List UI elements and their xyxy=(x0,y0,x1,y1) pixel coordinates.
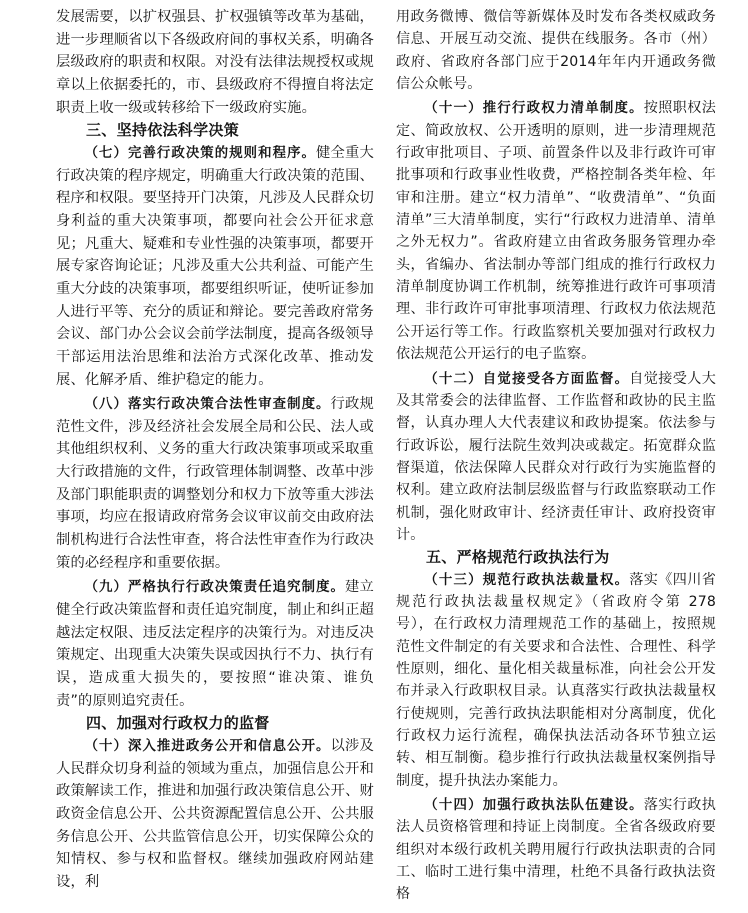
paragraph-7-title: （七）完善行政决策的规则和程序。 xyxy=(84,144,316,161)
paragraph-14-body: 落实行政执法人员资格管理和持证上岗制度。全省各级政府要组织对本级行政机关聘用履行行政执法职责的合同工、临时工进行集中清理，杜绝不具备行政执法资格 xyxy=(396,797,717,903)
section-heading-4: 四、加强对行政权力的监督 xyxy=(86,714,270,733)
paragraph-11-body: 按照职权法定、简政放权、公开透明的原则，进一步清理规范行政审批项目、子项、前置条件以及非行政许可审批事项和行政事业性收费，严格控制各类年检、年审和注册。建立“权力清单”、“收费清单”、“负面清单”三大清单制度，实行“行政权力进清单、清单之外无权力”。省政府建立由省政务服务管理办牵头，省编办、省法制办等部门组成的推行行政权力清单制度协调工作机制，统筹推进行政许可事项清理、非行政许可审批事项清理、行政权力依法规范公开运行等工作。行政监察机关要加强对行政权力依法规范公开运行的电子监察。 xyxy=(396,100,717,363)
paragraph-continuation-right: 用政务微博、微信等新媒体及时发布各类权威政务信息、开展互动交流、提供在线服务。各市（州）政府、省政府各部门应于2014年年内开通政务微信公众帐号。 xyxy=(396,9,716,93)
paragraph-10-body: 以涉及人民群众切身利益的领域为重点，加强信息公开和政策解读工作，推进和加强行政决策信息公开、财政资金信息公开、公共资源配置信息公开、公共服务信息公开、公共监管信息公开，切实保障公众的知情权、参与权和监督权。继续加强政府网站建设，利 xyxy=(56,738,375,890)
paragraph-11 xyxy=(396,97,716,365)
paragraph-10-title: （十）深入推进政务公开和信息公开。 xyxy=(84,738,331,754)
paragraph-8-body: 行政规范性文件，涉及经济社会发展全局和公民、法人或其他组织权利、义务的重大行政决策事项或采取重大行政措施的文件，行政管理体制调整、改革中涉及部门职能职责的调整划分和权力下放等重大涉法事项，均应在报请政府常务会议审议前交由政府法制机构进行合法性审查，将合法性审查作为行政决策的必经程序和重要依据。 xyxy=(56,396,375,571)
paragraph-14-title: （十四）加强行政执法队伍建设。 xyxy=(424,797,644,814)
paragraph-9-title: （九）严格执行行政决策责任追究制度。 xyxy=(84,579,346,596)
right-column xyxy=(396,6,716,906)
paragraph-9-body: 建立健全行政决策监督和责任追究制度，制止和纠正超越法定权限、违反法定程序的决策行为。对违反决策规定、出现重大决策失误或因执行不力、执行有误，造成重大损失的，要按照“谁决策、谁负责”的原则追究责任。 xyxy=(56,579,374,709)
paragraph-7 xyxy=(56,142,374,391)
paragraph-8 xyxy=(56,393,374,574)
paragraph-12-body: 自觉接受人大及其常委会的法律监督、工作监督和政协的民主监督，认真办理人大代表建议和政协提案。依法参与行政诉讼，履行法院生效判决或裁定。拓宽群众监督渠道，依法保障人民群众对行政行为实施监督的权利。建立政府法制层级监督与行政监察联动工作机制，强化财政审计、经济责任审计、政府投资审计。 xyxy=(396,370,716,543)
paragraph-9 xyxy=(56,576,374,712)
paragraph-14 xyxy=(396,794,716,906)
paragraph-12-title: （十二）自觉接受各方面监督。 xyxy=(424,370,630,387)
section-heading-3: 三、坚持依法科学决策 xyxy=(86,121,240,140)
paragraph-11-title: （十一）推行行政权力清单制度。 xyxy=(424,100,644,117)
paragraph-7-body: 健全重大行政决策的程序规定，明确重大行政决策的范围、程序和权限。要坚持开门决策，凡涉及人民群众切身利益的重大决策事项，都要向社会公开征求意见；凡重大、疑难和专业性强的决策事项，都要开展专家咨询论证；凡涉及重大公共利益、可能产生重大分歧的决策事项，都要组织听证，使听证参加人进行平等、充分的质证和辩论。要完善政府常务会议、部门办公会议会前学法制度，提高各级领导干部运用法治思维和法治方式深化改革、推动发展、化解矛盾、维护稳定的能力。 xyxy=(56,144,375,388)
section-heading-5: 五、严格规范行政执法行为 xyxy=(426,548,610,567)
paragraph-10 xyxy=(56,735,374,894)
paragraph-13 xyxy=(396,569,716,792)
paragraph-13-title: （十三）规范行政执法裁量权。 xyxy=(424,571,630,588)
paragraph-12 xyxy=(396,368,716,547)
paragraph-continuation: 发展需要，以扩权强县、扩权强镇等改革为基础，进一步理顺省以下各级政府间的事权关系，明确各层级政府的职责和权限。对没有法律法规授权或规章以上依据委托的，市、县级政府不得擅自将法定职责上收一级或转移给下一级政府实施。 xyxy=(56,9,374,116)
paragraph-8-title: （八）落实行政决策合法性审查制度。 xyxy=(84,396,331,413)
left-column xyxy=(56,6,374,894)
paragraph-13-body: 落实《四川省规范行政执法裁量权规定》（省政府令第 278 号），在行政权力清理规范工作的基础上，按照规范性文件制定的有关要求和合法性、合理性、科学性原则，细化、量化相关裁量标准，向社会公开发布并录入行政职权目录。认真落实行政执法裁量权行使规则，完善行政执法职能相对分离制度，优化行政权力运行流程，确保执法活动各环节独立运转、相互制衡。稳步推行行政执法裁量权案例指导制度，提升执法办案能力。 xyxy=(396,571,716,789)
